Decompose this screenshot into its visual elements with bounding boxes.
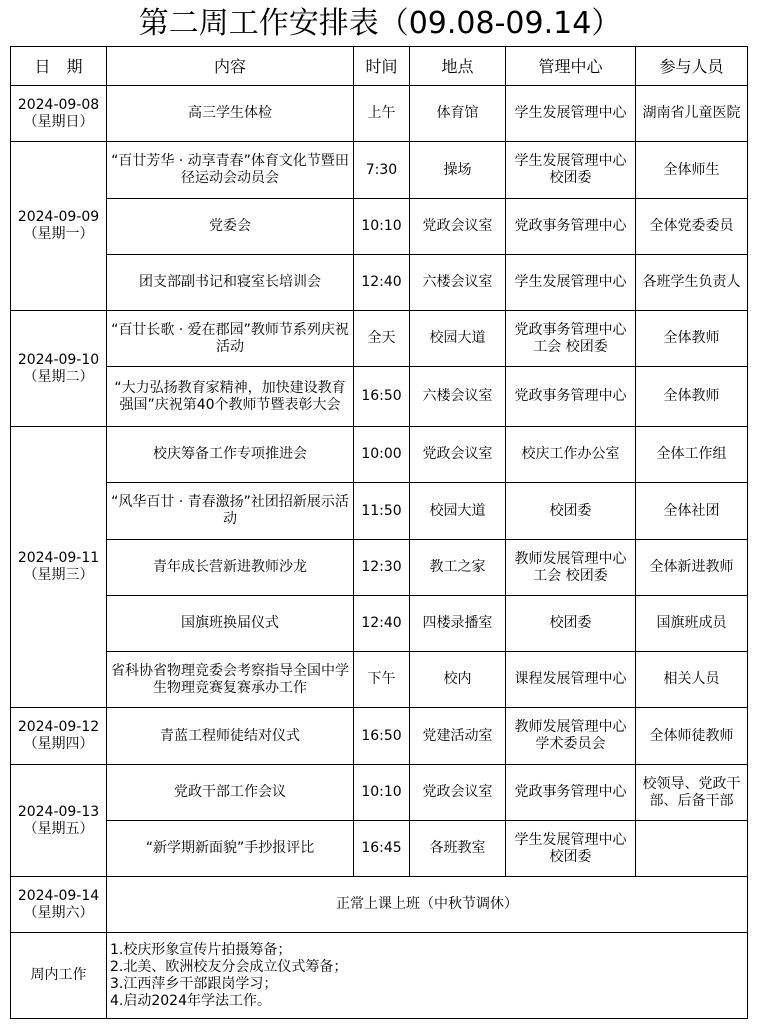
event-time: 全天 <box>354 311 410 367</box>
weekday-text: （星期一） <box>23 226 94 242</box>
event-management: 党政事务管理中心工会 校团委 <box>506 311 636 367</box>
weekly-label: 周内工作 <box>11 933 107 1019</box>
weekday-text: （星期三） <box>23 567 94 583</box>
weekday-text: （星期日） <box>23 113 94 130</box>
date-cell <box>11 311 107 427</box>
table-row <box>11 933 748 1019</box>
event-management: 校团委 <box>506 596 636 652</box>
date-text: 2024-09-08 <box>17 96 100 113</box>
table-row <box>11 652 748 708</box>
event-content: 团支部副书记和寝室长培训会 <box>107 255 354 311</box>
event-content: “百廿长歌 · 爱在郡园”教师节系列庆祝活动 <box>107 311 354 367</box>
table-row <box>11 596 748 652</box>
weekly-items <box>107 933 748 1019</box>
table-row <box>11 540 748 596</box>
holiday-note: 正常上课上班（中秋节调休） <box>107 877 748 933</box>
header-date: 日 期 <box>11 47 107 86</box>
table-row <box>11 708 748 765</box>
event-place: 体育馆 <box>410 86 506 142</box>
event-management: 党政事务管理中心 <box>506 765 636 821</box>
date-cell <box>11 765 107 877</box>
table-row <box>11 311 748 367</box>
header-management: 管理中心 <box>506 47 636 86</box>
event-place: 校内 <box>410 652 506 708</box>
event-place: 六楼会议室 <box>410 255 506 311</box>
event-participants: 全体师生 <box>636 142 748 199</box>
date-text: 2024-09-13 <box>17 803 100 820</box>
weekday-text: （星期四） <box>23 736 94 752</box>
date-text: 2024-09-14 <box>17 887 100 904</box>
event-participants: 全体社团 <box>636 483 748 540</box>
event-participants: 相关人员 <box>636 652 748 708</box>
event-time: 11:50 <box>354 483 410 540</box>
event-participants: 全体工作组 <box>636 427 748 483</box>
event-content: 党政干部工作会议 <box>107 765 354 821</box>
date-cell <box>11 877 107 933</box>
event-management: 学生发展管理中心校团委 <box>506 142 636 199</box>
table-row <box>11 255 748 311</box>
event-participants: 全体师徒教师 <box>636 708 748 765</box>
event-content: 青年成长营新进教师沙龙 <box>107 540 354 596</box>
header-row <box>11 47 748 86</box>
event-time: 10:10 <box>354 765 410 821</box>
table-row <box>11 427 748 483</box>
event-time: 16:50 <box>354 708 410 765</box>
event-management: 教师发展管理中心工会 校团委 <box>506 540 636 596</box>
date-text: 2024-09-12 <box>17 719 100 735</box>
event-place: 各班教室 <box>410 821 506 877</box>
event-participants: 全体教师 <box>636 367 748 427</box>
schedule-table <box>10 46 748 1019</box>
table-row <box>11 877 748 933</box>
date-text: 2024-09-09 <box>17 209 100 225</box>
event-content: 省科协省物理竞委会考察指导全国中学生物理竞赛复赛承办工作 <box>107 652 354 708</box>
weekly-item: 2.北美、欧洲校友分会成立仪式筹备； <box>110 958 348 975</box>
weekday-text: （星期六） <box>23 904 94 921</box>
event-time: 上午 <box>354 86 410 142</box>
event-management: 学生发展管理中心校团委 <box>506 821 636 877</box>
event-content: 高三学生体检 <box>107 86 354 142</box>
event-time: 16:45 <box>354 821 410 877</box>
event-participants: 国旗班成员 <box>636 596 748 652</box>
event-place: 四楼录播室 <box>410 596 506 652</box>
event-content: 党委会 <box>107 199 354 255</box>
table-row <box>11 821 748 877</box>
event-time: 10:00 <box>354 427 410 483</box>
event-content: “风华百廿 · 青春激扬”社团招新展示活动 <box>107 483 354 540</box>
table-row <box>11 86 748 142</box>
event-participants: 湖南省儿童医院 <box>636 86 748 142</box>
header-time: 时间 <box>354 47 410 86</box>
header-participants: 参与人员 <box>636 47 748 86</box>
event-participants: 全体新进教师 <box>636 540 748 596</box>
event-time: 7:30 <box>354 142 410 199</box>
event-content: 国旗班换届仪式 <box>107 596 354 652</box>
weekly-item: 3.江西萍乡干部跟岗学习； <box>110 975 278 992</box>
event-time: 下午 <box>354 652 410 708</box>
weekly-item: 4.启动2024年学法工作。 <box>110 992 271 1009</box>
event-place: 教工之家 <box>410 540 506 596</box>
event-time: 12:30 <box>354 540 410 596</box>
event-place: 党建活动室 <box>410 708 506 765</box>
table-row <box>11 765 748 821</box>
table-row <box>11 142 748 199</box>
event-management: 校庆工作办公室 <box>506 427 636 483</box>
event-content: 校庆筹备工作专项推进会 <box>107 427 354 483</box>
event-management: 学生发展管理中心 <box>506 86 636 142</box>
event-participants: 校领导、党政干部、后备干部 <box>636 765 748 821</box>
weekday-text: （星期五） <box>23 820 94 837</box>
event-participants: 全体教师 <box>636 311 748 367</box>
event-place: 操场 <box>410 142 506 199</box>
event-management: 党政事务管理中心 <box>506 199 636 255</box>
event-participants <box>636 821 748 877</box>
event-place: 校园大道 <box>410 483 506 540</box>
date-cell <box>11 708 107 765</box>
event-place: 六楼会议室 <box>410 367 506 427</box>
event-time: 12:40 <box>354 596 410 652</box>
weekday-text: （星期二） <box>23 368 94 385</box>
event-management: 教师发展管理中心学术委员会 <box>506 708 636 765</box>
event-content: “大力弘扬教育家精神，加快建设教育强国”庆祝第40个教师节暨表彰大会 <box>107 367 354 427</box>
event-management: 校团委 <box>506 483 636 540</box>
date-text: 2024-09-11 <box>17 550 100 566</box>
header-place: 地点 <box>410 47 506 86</box>
table-row <box>11 199 748 255</box>
event-time: 10:10 <box>354 199 410 255</box>
event-time: 12:40 <box>354 255 410 311</box>
event-participants: 全体党委委员 <box>636 199 748 255</box>
event-management: 学生发展管理中心 <box>506 255 636 311</box>
table-row <box>11 483 748 540</box>
event-management: 课程发展管理中心 <box>506 652 636 708</box>
weekly-item: 1.校庆形象宣传片拍摄筹备； <box>110 941 292 958</box>
event-participants: 各班学生负责人 <box>636 255 748 311</box>
table-row <box>11 367 748 427</box>
event-content: “百廿芳华 · 动享青春”体育文化节暨田径运动会动员会 <box>107 142 354 199</box>
date-cell <box>11 86 107 142</box>
event-place: 党政会议室 <box>410 765 506 821</box>
event-place: 党政会议室 <box>410 199 506 255</box>
event-content: 青蓝工程师徒结对仪式 <box>107 708 354 765</box>
header-content: 内容 <box>107 47 354 86</box>
event-management: 党政事务管理中心 <box>506 367 636 427</box>
page-title: 第二周工作安排表（09.08-09.14） <box>138 6 622 41</box>
event-place: 校园大道 <box>410 311 506 367</box>
date-cell <box>11 142 107 311</box>
date-cell <box>11 427 107 708</box>
event-content: “新学期新面貌”手抄报评比 <box>107 821 354 877</box>
date-text: 2024-09-10 <box>17 351 100 368</box>
event-place: 党政会议室 <box>410 427 506 483</box>
event-time: 16:50 <box>354 367 410 427</box>
